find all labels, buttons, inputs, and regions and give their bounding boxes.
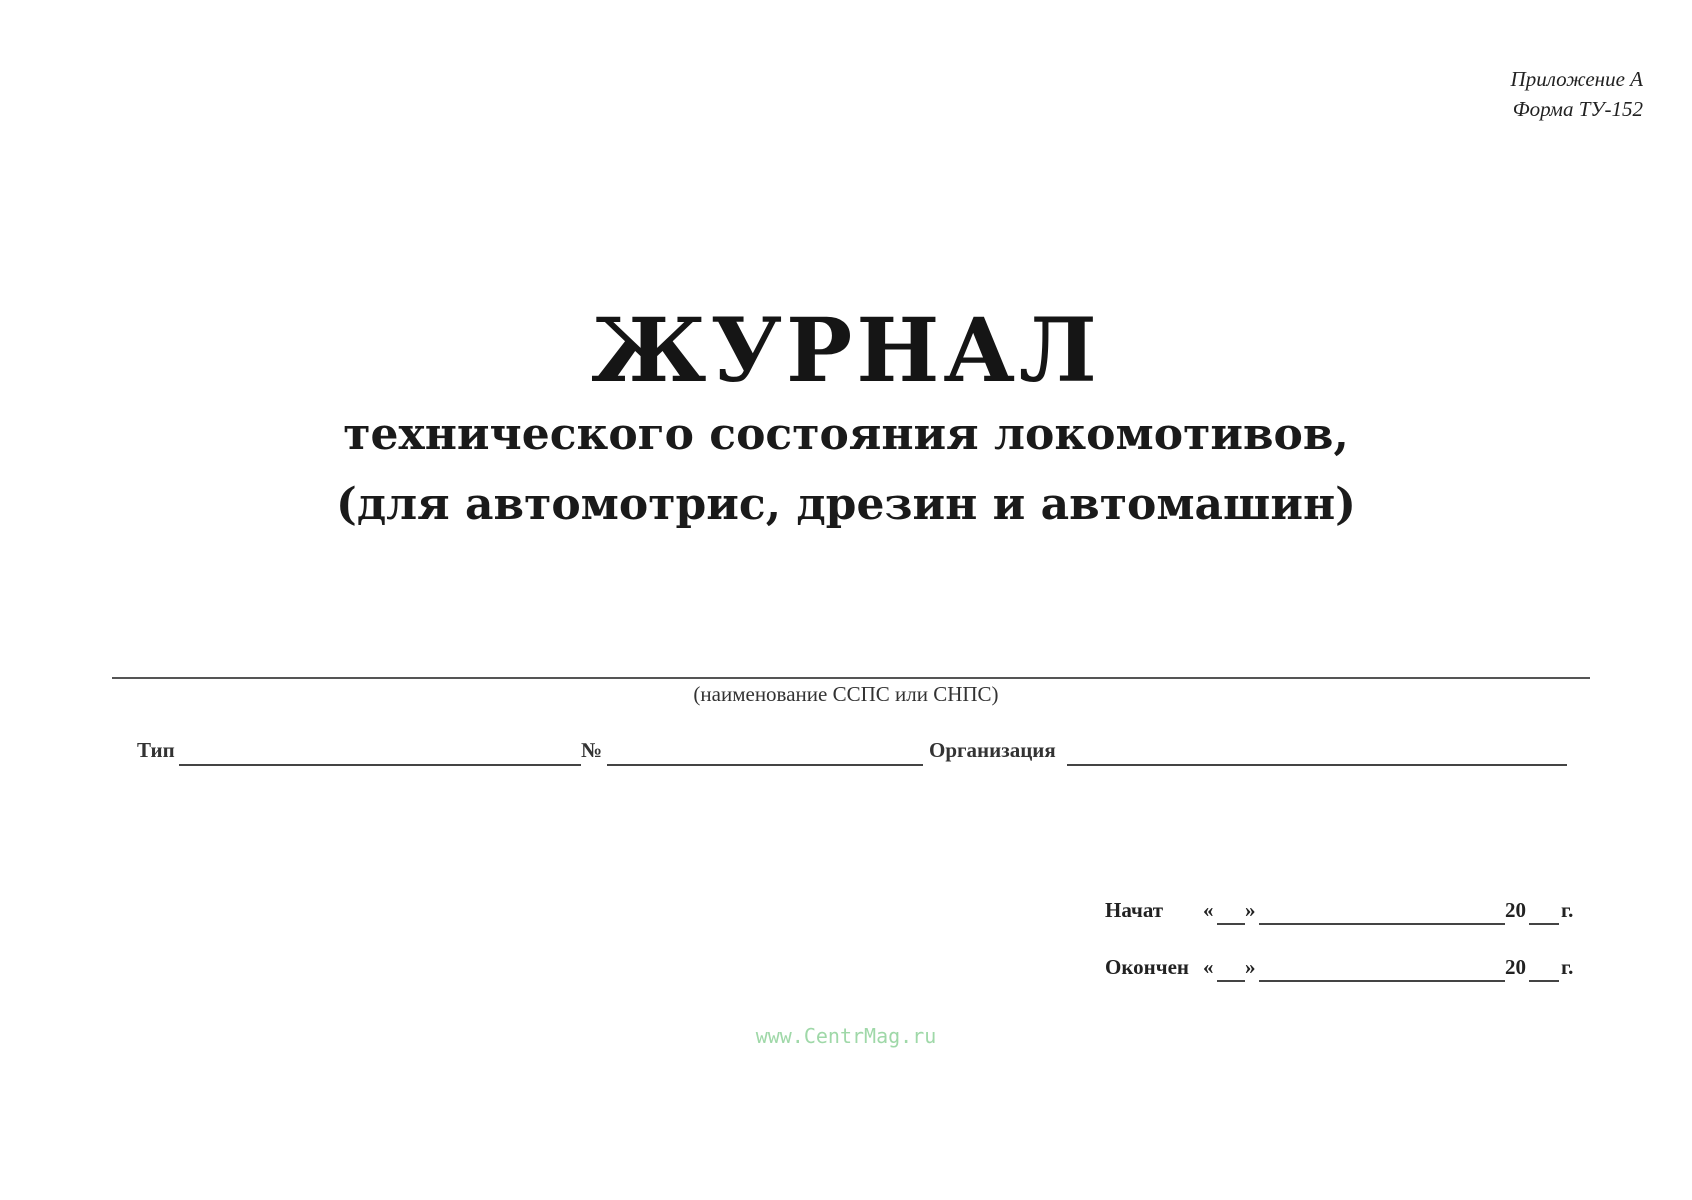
organization-blank[interactable] xyxy=(1067,764,1567,766)
started-day-blank[interactable] xyxy=(1217,923,1245,925)
year-prefix: 20 xyxy=(1505,898,1526,922)
ended-day-blank[interactable] xyxy=(1217,980,1245,982)
organization-label: Организация xyxy=(929,738,1056,762)
number-label: № xyxy=(581,738,603,762)
started-month-blank[interactable] xyxy=(1259,923,1505,925)
ended-date-row xyxy=(1105,955,1585,985)
appendix-note xyxy=(1511,64,1643,124)
ended-month-blank[interactable] xyxy=(1259,980,1505,982)
ended-year-blank[interactable] xyxy=(1529,980,1559,982)
quote-open: « xyxy=(1203,898,1214,922)
site-watermark: www.CentrMag.ru xyxy=(755,1024,937,1048)
title-block xyxy=(0,300,1692,540)
vehicle-name-blank[interactable] xyxy=(112,677,1590,679)
journal-subtitle-line2: (для автомотрис, дрезин и автомашин) xyxy=(336,479,1356,530)
vehicle-name-caption: (наименование ССПС или СНПС) xyxy=(693,682,999,706)
number-blank[interactable] xyxy=(607,764,923,766)
quote-close: » xyxy=(1245,898,1256,922)
started-label: Начат xyxy=(1105,898,1164,922)
appendix-label: Приложение А xyxy=(1510,67,1643,91)
quote-open: « xyxy=(1203,955,1214,979)
year-prefix: 20 xyxy=(1505,955,1526,979)
year-suffix: г. xyxy=(1561,955,1574,979)
journal-title: ЖУРНАЛ xyxy=(591,298,1101,402)
ended-label: Окончен xyxy=(1105,955,1190,979)
type-label: Тип xyxy=(137,738,175,762)
started-date-row xyxy=(1105,898,1585,928)
started-year-blank[interactable] xyxy=(1529,923,1559,925)
form-code: Форма ТУ-152 xyxy=(1512,97,1643,121)
journal-subtitle-line1: технического состояния локомотивов, xyxy=(343,409,1349,460)
type-blank[interactable] xyxy=(179,764,581,766)
year-suffix: г. xyxy=(1561,898,1574,922)
quote-close: » xyxy=(1245,955,1256,979)
